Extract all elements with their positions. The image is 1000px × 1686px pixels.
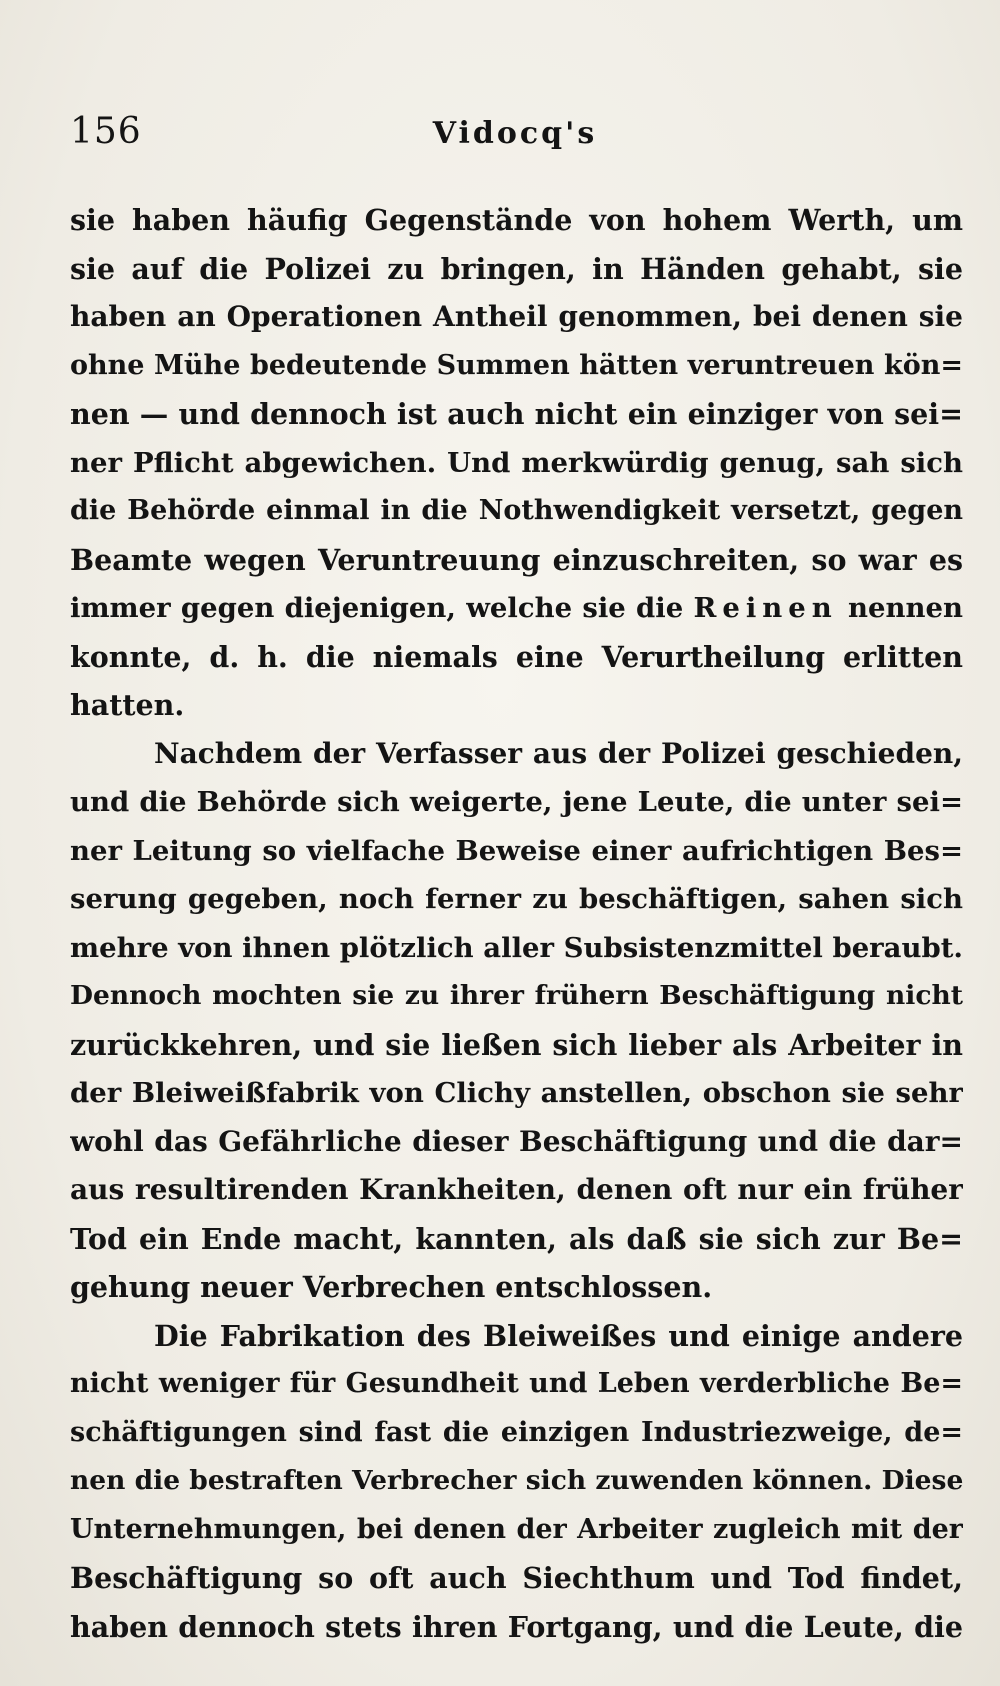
text-line-end: nennen — [848, 592, 963, 624]
page-header — [70, 112, 960, 162]
text-line: Dennoch mochten sie zu ihrer frühern Beschäftigung nicht — [70, 980, 963, 1011]
paragraph-start-line: Nachdem der Verfasser aus der Polizei geschieden, — [154, 736, 963, 770]
text-line: ner Leitung so vielfache Beweise einer aufrichtigen Bes= — [70, 834, 963, 867]
text-line: gehung neuer Verbrechen entschlossen. — [70, 1270, 713, 1304]
text-line: Beamte wegen Veruntreuung einzuschreiten, so war es — [70, 542, 963, 577]
text-line: wohl das Gefährliche dieser Beschäftigung und die dar= — [70, 1124, 963, 1158]
text-line: haben an Operationen Antheil genommen, bei denen sie — [70, 300, 963, 333]
paragraph-start-line: Die Fabrikation des Bleiweißes und einige andere — [154, 1318, 963, 1353]
text-line: ner Pflicht abgewichen. Und merkwürdig genug, sah sich — [70, 446, 963, 479]
text-line: sie auf die Polizei zu bringen, in Händen gehabt, sie — [70, 251, 963, 286]
spaced-emphasis-word: Reinen — [693, 592, 838, 624]
text-line: nen die bestraften Verbrecher sich zuwenden können. Diese — [70, 1465, 963, 1496]
text-line-with-spaced-word — [70, 584, 963, 633]
text-line: und die Behörde sich weigerte, jene Leute, die unter sei= — [70, 786, 963, 818]
text-line: nicht weniger für Gesundheit und Leben verderbliche Be= — [70, 1368, 963, 1399]
text-line: die Behörde einmal in die Nothwendigkeit versetzt, gegen — [70, 495, 963, 526]
text-line: haben dennoch stets ihren Fortgang, und die Leute, die — [70, 1609, 963, 1644]
text-line: ohne Mühe bedeutende Summen hätten veruntreuen kön= — [70, 349, 963, 381]
text-line: schäftigungen sind fast die einzigen Industriezweige, de= — [70, 1416, 963, 1448]
text-line: aus resultirenden Krankheiten, denen oft nur ein früher — [70, 1173, 963, 1206]
text-line-start: immer gegen diejenigen, welche sie die — [70, 592, 684, 624]
text-line: konnte, d. h. die niemals eine Verurtheilung erlitten — [70, 639, 963, 674]
text-line: sie haben häufig Gegenstände von hohem Werth, um — [70, 203, 963, 237]
text-line: mehre von ihnen plötzlich aller Subsistenzmittel beraubt. — [70, 931, 963, 964]
text-line: Beschäftigung so oft auch Siechthum und Tod findet, — [70, 1561, 963, 1595]
text-line: nen — und dennoch ist auch nicht ein einziger von sei= — [70, 397, 963, 431]
running-title: Vidocq's — [432, 116, 598, 151]
text-line: zurückkehren, und sie ließen sich lieber als Arbeiter in — [70, 1027, 963, 1062]
text-line: der Bleiweißfabrik von Clichy anstellen, obschon sie sehr — [70, 1077, 963, 1109]
body-text — [70, 196, 963, 1651]
page-number: 156 — [70, 111, 142, 152]
text-line: hatten. — [70, 688, 185, 722]
text-line: Tod ein Ende macht, kannten, als daß sie sich zur Be= — [70, 1221, 963, 1256]
text-line: Unternehmungen, bei denen der Arbeiter zugleich mit der — [70, 1513, 963, 1545]
text-line: serung gegeben, noch ferner zu beschäftigen, sahen sich — [70, 883, 963, 915]
